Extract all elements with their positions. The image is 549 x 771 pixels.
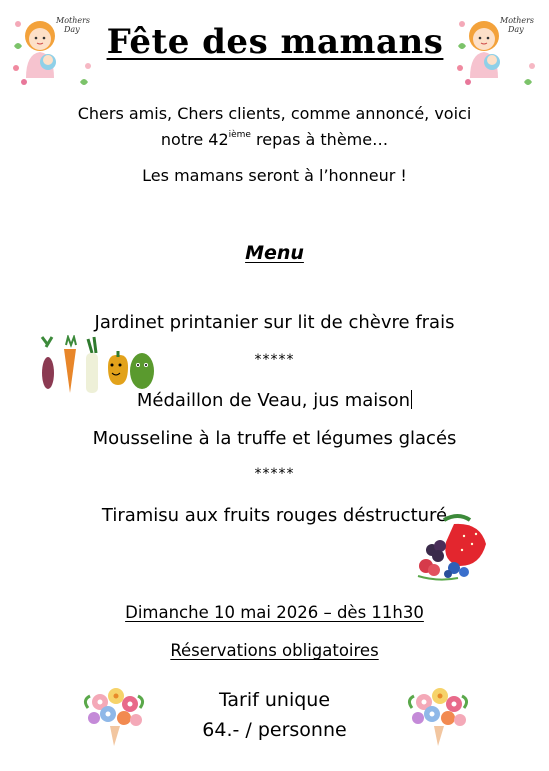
badge-text-line2: Day	[508, 25, 524, 34]
tarif-price: 64.- / personne	[202, 719, 347, 741]
berries-illustration	[414, 510, 498, 582]
berries-icon	[414, 510, 498, 582]
menu-separator: *****	[254, 466, 295, 482]
menu-heading: Menu	[245, 242, 304, 264]
menu-separator: *****	[254, 352, 295, 368]
flower-bouquet-icon	[80, 682, 150, 748]
intro-line-3: Les mamans seront à l’honneur !	[142, 166, 407, 185]
reservation-note: Réservations obligatoires	[170, 641, 379, 660]
vegetables-icon	[38, 335, 158, 397]
page-title: Fête des mamans	[106, 22, 444, 62]
bouquet-right-illustration	[404, 682, 474, 748]
menu-item-starter: Jardinet printanier sur lit de chèvre frais	[94, 312, 455, 333]
badge-text-line1: Mothers	[56, 16, 91, 25]
intro-line-1: Chers amis, Chers clients, comme annoncé, voici	[77, 104, 472, 123]
bouquet-left-illustration	[80, 682, 150, 748]
mothers-day-right-illustration	[454, 6, 538, 90]
event-date: Dimanche 10 mai 2026 – dès 11h30	[125, 603, 424, 622]
vegetables-illustration	[38, 335, 158, 397]
text-cursor	[411, 390, 412, 409]
tarif-label: Tarif unique	[218, 689, 331, 711]
badge-text-line1: Mothers	[500, 16, 535, 25]
menu-item-main-text: Médaillon de Veau, jus maison	[136, 390, 411, 411]
intro-superscript: ième	[228, 130, 251, 140]
mothers-day-left-illustration	[10, 6, 94, 90]
menu-item-side: Mousseline à la truffe et légumes glacés	[92, 428, 457, 449]
intro-line-2-end: repas à thème…	[250, 130, 389, 149]
flower-bouquet-icon	[404, 682, 474, 748]
intro-line-2-text: notre 42	[160, 130, 229, 149]
intro-line-2	[0, 128, 549, 152]
badge-text-line2: Day	[64, 25, 80, 34]
menu-item-dessert: Tiramisu aux fruits rouges déstructuré	[101, 505, 448, 526]
